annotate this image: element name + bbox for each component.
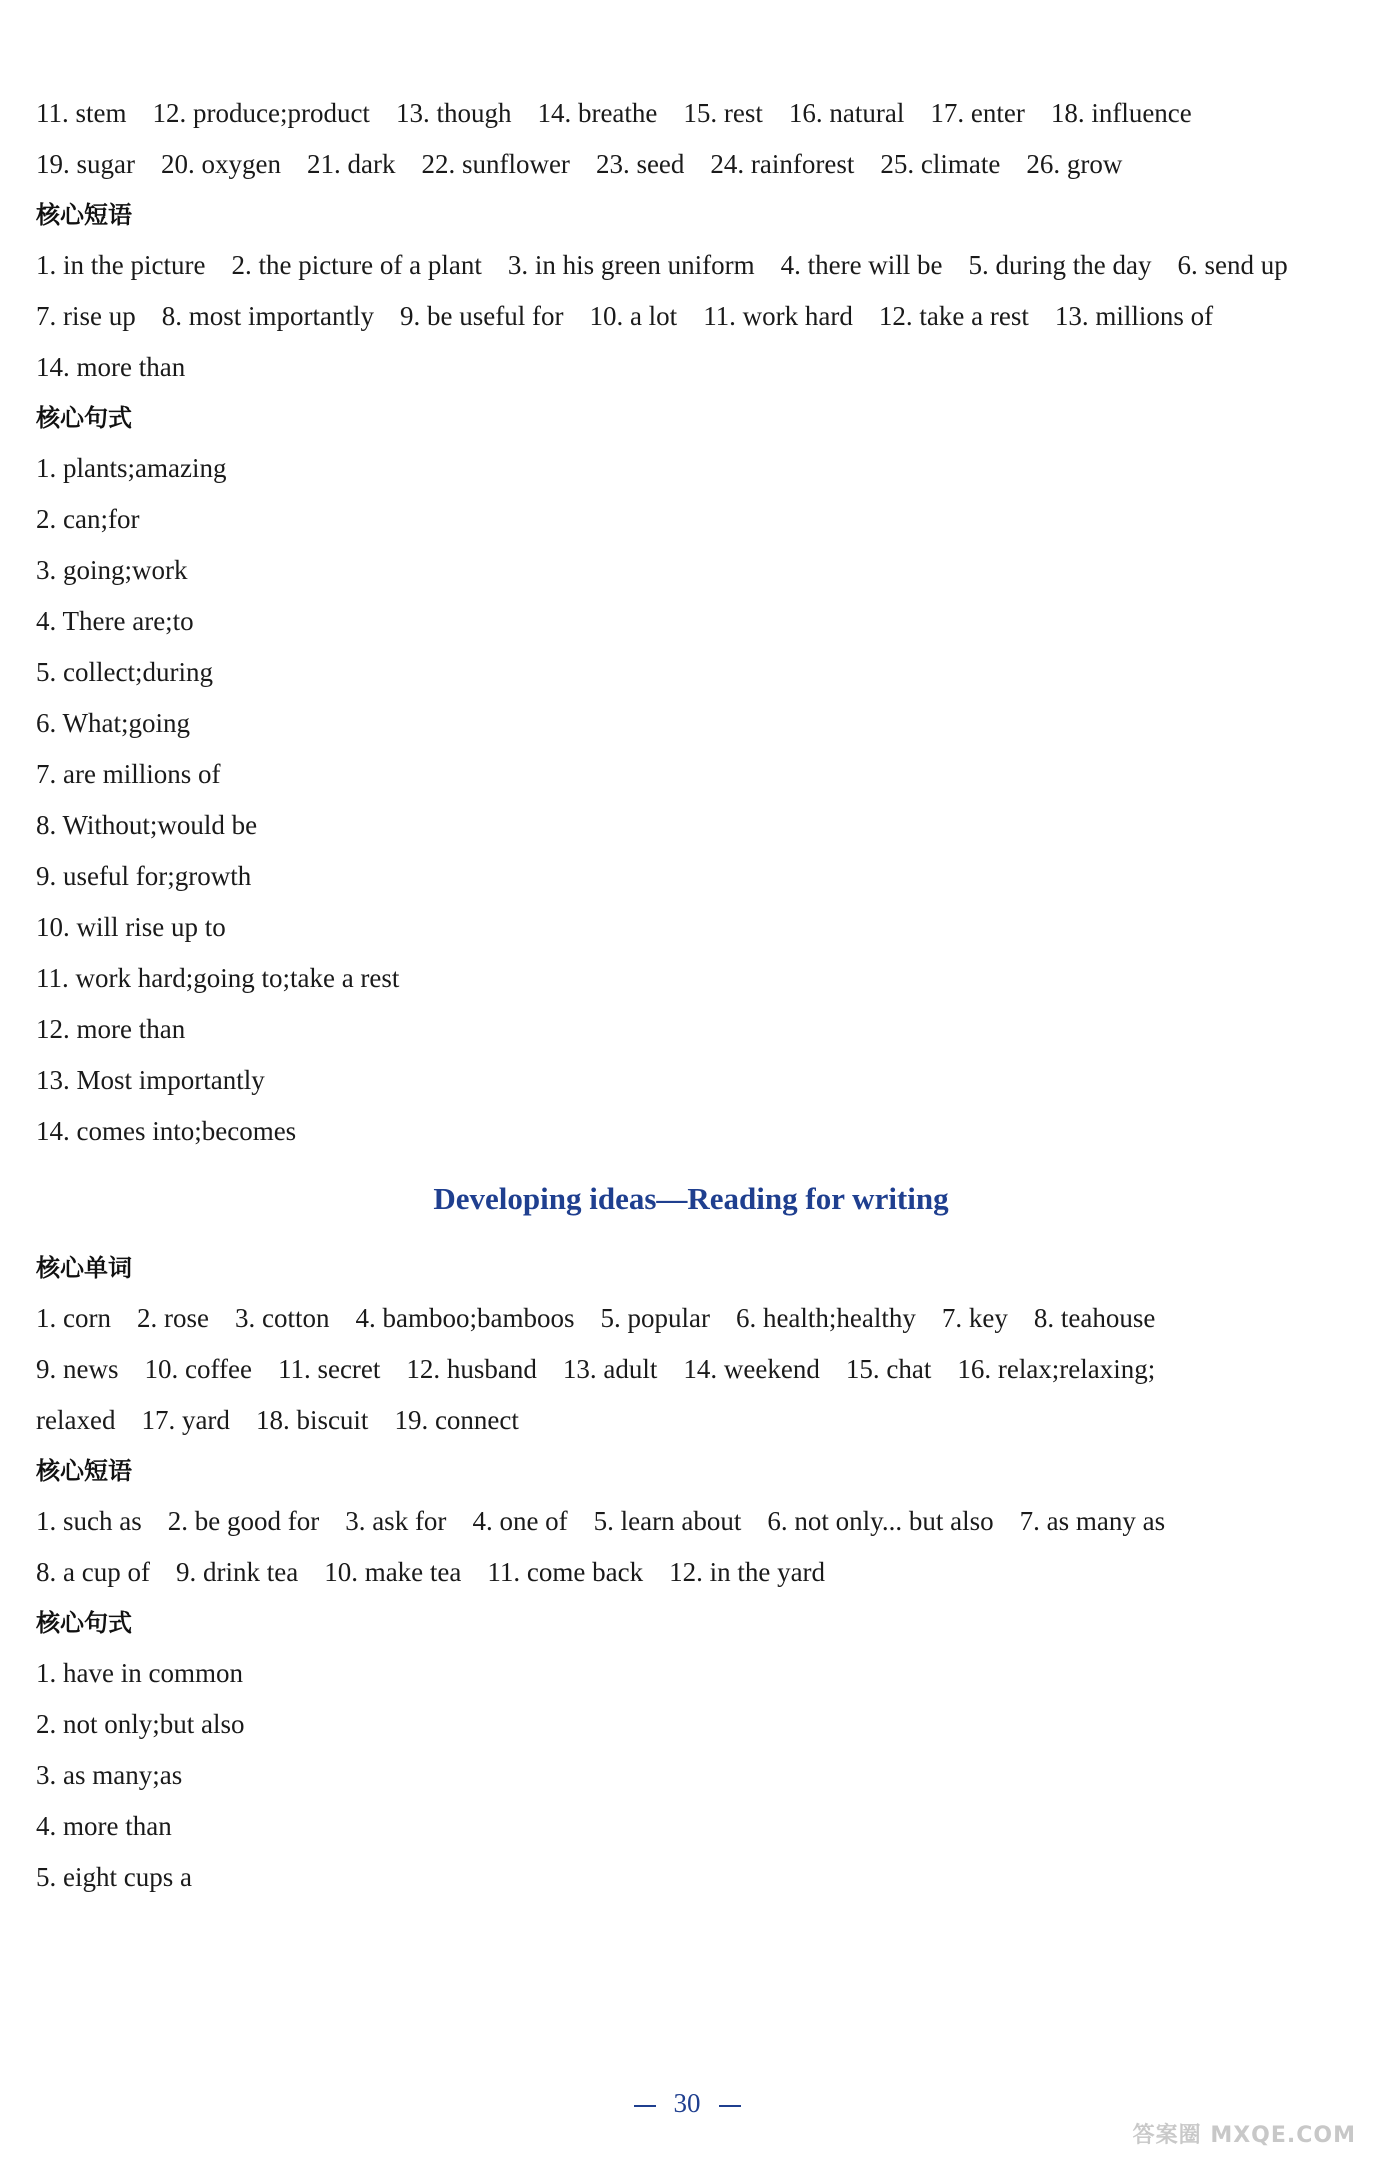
watermark-logo: 答案圈 MXQE.COM (1132, 2123, 1356, 2148)
vocab-item: 10. coffee (144, 1354, 252, 1384)
vocab-item: 19. connect (394, 1405, 519, 1435)
phrase-item: 5. during the day (968, 250, 1152, 280)
phrase-item: 2. be good for (167, 1506, 320, 1536)
vocab-item: 6. health;healthy (735, 1303, 916, 1333)
vocab-item: 24. rainforest (710, 149, 855, 179)
page-number-dash-left (634, 2105, 656, 2107)
vocab-item: 13. though (395, 98, 512, 128)
phrase-item: 8. a cup of (36, 1557, 150, 1587)
vocab-item: 20. oxygen (160, 149, 281, 179)
sentence-line: 4. There are;to (36, 606, 194, 636)
phrase-item: 3. ask for (345, 1506, 447, 1536)
sentence-line: 8. Without;would be (36, 810, 258, 840)
vocab-item: 12. husband (406, 1354, 537, 1384)
vocab-item: 23. seed (595, 149, 685, 179)
sentence-line: 13. Most importantly (36, 1065, 265, 1095)
vocab-item: 17. enter (930, 98, 1025, 128)
phrase-line (36, 342, 1346, 393)
vocab-item: 16. natural (788, 98, 905, 128)
sentence-line: 14. comes into;becomes (36, 1116, 297, 1146)
block2-words-heading: 核心单词 (36, 1254, 132, 1282)
phrase-line (36, 1547, 1346, 1598)
vocab-item: 4. bamboo;bamboos (355, 1303, 575, 1333)
phrase-line (36, 291, 1346, 342)
vocab-item: 1. corn (36, 1303, 111, 1333)
phrase-item: 14. more than (36, 352, 186, 382)
vocab-item: 9. news (36, 1354, 119, 1384)
phrase-item: 11. work hard (703, 301, 853, 331)
vocab-line (36, 139, 1346, 190)
phrase-item: 12. take a rest (878, 301, 1029, 331)
phrase-item: 4. one of (472, 1506, 568, 1536)
vocab-item: 8. teahouse (1033, 1303, 1156, 1333)
vocab-item: relaxed (36, 1405, 116, 1435)
block2-vocabulary (36, 1293, 1346, 1446)
phrase-item: 3. in his green uniform (507, 250, 755, 280)
phrase-item: 4. there will be (780, 250, 943, 280)
vocab-item: 18. influence (1050, 98, 1192, 128)
phrase-item: 8. most importantly (161, 301, 374, 331)
vocab-item: 11. secret (277, 1354, 381, 1384)
phrase-item: 7. rise up (36, 301, 136, 331)
block1-phrases (36, 240, 1346, 393)
vocab-item: 12. produce;product (152, 98, 370, 128)
vocab-item: 16. relax;relaxing; (957, 1354, 1156, 1384)
sentence-line: 6. What;going (36, 708, 190, 738)
sentence-line: 1. plants;amazing (36, 453, 227, 483)
sentence-line: 10. will rise up to (36, 912, 226, 942)
vocab-item: 18. biscuit (255, 1405, 369, 1435)
vocab-item: 22. sunflower (421, 149, 570, 179)
vocab-item: 2. rose (136, 1303, 209, 1333)
phrase-item: 6. send up (1177, 250, 1288, 280)
sentence-line: 12. more than (36, 1014, 186, 1044)
vocab-item: 5. popular (600, 1303, 710, 1333)
vocab-item: 25. climate (880, 149, 1001, 179)
sentence-line: 3. going;work (36, 555, 188, 585)
sentence-line: 1. have in common (36, 1658, 243, 1688)
sentence-line: 7. are millions of (36, 759, 221, 789)
phrase-item: 12. in the yard (669, 1557, 826, 1587)
vocab-item: 19. sugar (36, 149, 135, 179)
page-number-dash-right (719, 2105, 741, 2107)
phrase-item: 11. come back (487, 1557, 644, 1587)
phrase-line (36, 1496, 1346, 1547)
sentence-line: 11. work hard;going to;take a rest (36, 963, 400, 993)
vocab-item: 7. key (941, 1303, 1008, 1333)
page-content (36, 88, 1346, 1903)
sentence-line: 3. as many;as (36, 1760, 183, 1790)
phrase-item: 13. millions of (1054, 301, 1214, 331)
block2-sentences-heading: 核心句式 (36, 1609, 132, 1637)
vocab-item: 15. rest (683, 98, 763, 128)
block1-vocabulary (36, 88, 1346, 190)
block2-phrases-heading: 核心短语 (36, 1457, 132, 1485)
page-number (0, 2088, 1374, 2119)
phrase-line (36, 240, 1346, 291)
phrase-item: 7. as many as (1019, 1506, 1166, 1536)
phrase-item: 10. a lot (589, 301, 678, 331)
vocab-item: 13. adult (562, 1354, 658, 1384)
sentence-line: 9. useful for;growth (36, 861, 252, 891)
vocab-item: 26. grow (1026, 149, 1123, 179)
block2-phrases (36, 1496, 1346, 1598)
phrase-item: 1. such as (36, 1506, 142, 1536)
section-title: Developing ideas—Reading for writing (433, 1181, 949, 1216)
phrase-item: 10. make tea (324, 1557, 462, 1587)
sentence-line: 2. can;for (36, 504, 140, 534)
vocab-line (36, 1395, 1346, 1446)
phrase-item: 5. learn about (593, 1506, 742, 1536)
phrase-item: 9. be useful for (399, 301, 564, 331)
block1-sentences-heading: 核心句式 (36, 404, 132, 432)
vocab-item: 3. cotton (234, 1303, 330, 1333)
vocab-item: 21. dark (306, 149, 396, 179)
vocab-item: 11. stem (36, 98, 127, 128)
vocab-item: 15. chat (845, 1354, 932, 1384)
sentence-line: 5. collect;during (36, 657, 213, 687)
sentence-line: 2. not only;but also (36, 1709, 245, 1739)
phrase-item: 1. in the picture (36, 250, 206, 280)
vocab-item: 14. breathe (537, 98, 658, 128)
phrase-item: 9. drink tea (175, 1557, 299, 1587)
sentence-line: 4. more than (36, 1811, 172, 1841)
sentence-line: 5. eight cups a (36, 1862, 192, 1892)
phrase-item: 6. not only... but also (767, 1506, 994, 1536)
vocab-line (36, 1344, 1346, 1395)
vocab-item: 14. weekend (683, 1354, 820, 1384)
page-number-value: 30 (673, 2088, 701, 2118)
block1-phrases-heading: 核心短语 (36, 201, 132, 229)
vocab-item: 17. yard (141, 1405, 230, 1435)
block2-sentences (36, 1648, 1346, 1903)
phrase-item: 2. the picture of a plant (231, 250, 482, 280)
vocab-line (36, 88, 1346, 139)
vocab-line (36, 1293, 1346, 1344)
block1-sentences (36, 443, 1346, 1157)
